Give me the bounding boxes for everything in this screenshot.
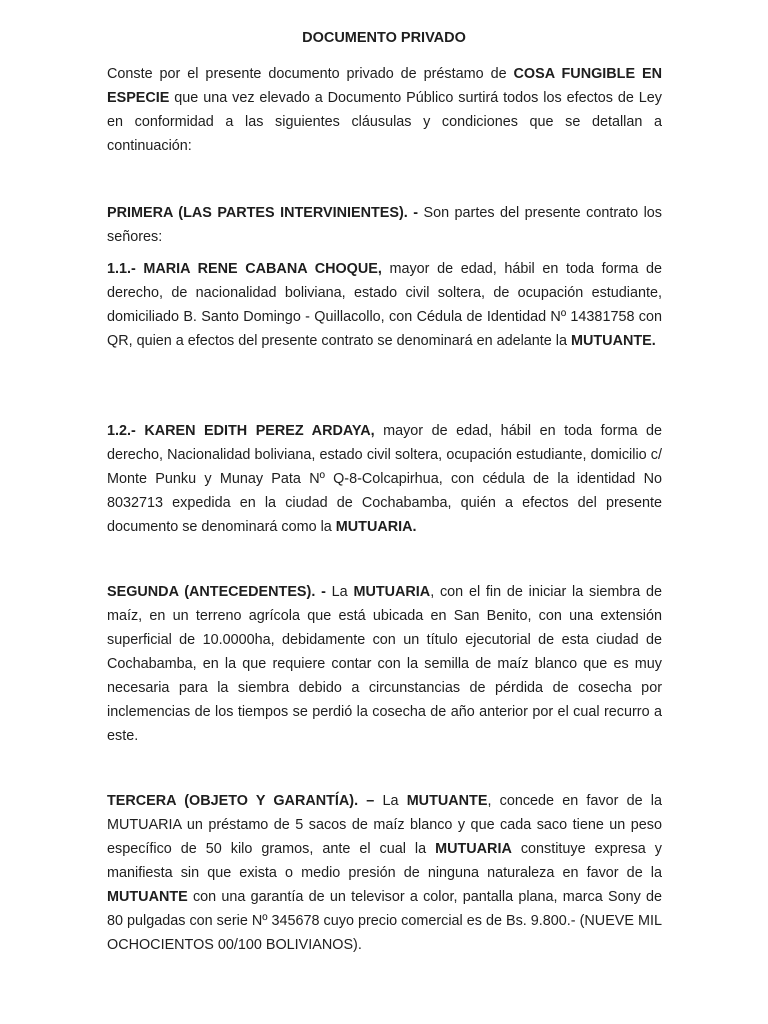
document-title: DOCUMENTO PRIVADO (302, 30, 466, 46)
intro-bold-term: COSA FUNGIBLE EN ESPECIE (107, 66, 663, 106)
tercera-bold-mutuaria: MUTUARIA (435, 841, 512, 857)
clause-1-2-role: MUTUARIA. (335, 519, 417, 535)
clause-primera (107, 201, 662, 249)
tercera-bold-mutuante: MUTUANTE (406, 793, 488, 809)
tercera-text-1: La (374, 793, 407, 809)
clause-1-2 (107, 419, 662, 539)
clause-1-1-text: mayor de edad, hábil en toda forma de derecho, de nacionalidad boliviana, estado civil soltera, de ocupación estudiante, domiciliado B. Santo Domingo - Quillacollo, con Cédula de Identidad Nº 14381758 con QR, quien a efectos del presente contrato se denominará en adelante la (107, 261, 662, 349)
intro-paragraph (107, 62, 662, 158)
clause-1-1-role: MUTUANTE. (571, 333, 656, 349)
tercera-heading: TERCERA (OBJETO Y GARANTÍA). – (107, 793, 375, 809)
clause-segunda (107, 580, 662, 748)
clause-1-1-heading: 1.1.- MARIA RENE CABANA CHOQUE, (107, 261, 382, 277)
segunda-text-1: La (325, 584, 354, 600)
intro-text-2: que una vez elevado a Documento Público surtirá todos los efectos de Ley en conformidad a las siguientes cláusulas y condiciones que se detallan a continuación: (107, 90, 662, 154)
primera-text: Son partes del presente contrato los señores: (107, 205, 662, 245)
clause-1-2-heading: 1.2.- KAREN EDITH PEREZ ARDAYA, (107, 423, 375, 439)
clause-tercera (107, 789, 662, 957)
clause-1-2-text: mayor de edad, hábil en toda forma de derecho, Nacionalidad boliviana, estado civil soltera, ocupación estudiante, domicilio c/ Monte Punku y Munay Pata Nº Q-8-Colcapirhua, con cédula de la identidad No 8032713 expedida en la ciudad de Cochabamba, quién a efectos del presente documento se denominará como la (107, 423, 662, 535)
primera-heading: PRIMERA (LAS PARTES INTERVINIENTES). - (107, 205, 419, 221)
segunda-text-2: , con el fin de iniciar la siembra de maíz, en un terreno agrícola que está ubicada en San Benito, con una extensión superficial de 10.0000ha, debidamente con un título ejecutorial de esta ciudad de Cochabamba, en la que requiere contar con la semilla de maíz blanco que es muy necesaria para la siembra debido a circunstancias de pérdida de cosecha por inclemencias de los tiempos se perdió la cosecha de año anterior por el cual recurro a este. (107, 584, 662, 744)
tercera-text-3: constituye expresa y manifiesta sin que exista o medio presión de ninguna naturaleza en favor de la (107, 841, 662, 881)
clause-1-1 (107, 257, 662, 353)
segunda-heading: SEGUNDA (ANTECEDENTES). - (107, 584, 326, 600)
tercera-bold-mutuante-2: MUTUANTE (107, 889, 188, 905)
intro-text-1: Conste por el presente documento privado de préstamo de (107, 66, 514, 82)
segunda-bold-mutuaria: MUTUARIA (353, 584, 431, 600)
tercera-text-4: con una garantía de un televisor a color, pantalla plana, marca Sony de 80 pulgadas con serie Nº 345678 cuyo precio comercial es de Bs. 9.800.- (NUEVE MIL OCHOCIENTOS 00/100 BOLIVIANOS). (107, 889, 662, 953)
tercera-text-2: , concede en favor de la MUTUARIA un préstamo de 5 sacos de maíz blanco y que cada saco tiene un peso específico de 50 kilo gramos, ante el cual la (107, 793, 662, 857)
